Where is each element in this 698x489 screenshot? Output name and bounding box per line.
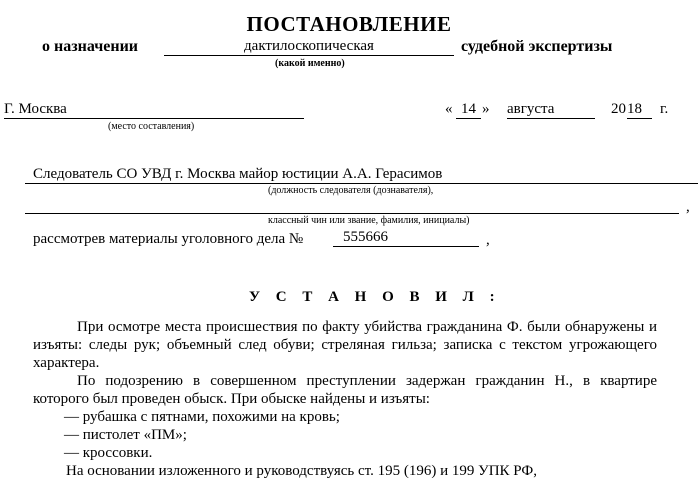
section-heading: У С Т А Н О В И Л :: [249, 289, 501, 305]
investigator-field[interactable]: Следователь СО УВД г. Москва майор юстиции А.А. Герасимов: [25, 166, 698, 184]
place-field[interactable]: Г. Москва: [4, 101, 304, 119]
case-comma: ,: [486, 232, 490, 248]
case-text: рассмотрев материалы уголовного дела №: [33, 231, 304, 247]
title-prefix: о назначении: [42, 38, 139, 55]
place-caption: (место составления): [108, 121, 195, 132]
list-item: — кроссовки.: [64, 445, 153, 461]
list-item: — пистолет «ПМ»;: [64, 427, 187, 443]
list-item: — рубашка с пятнами, похожими на кровь;: [64, 409, 340, 425]
paragraph-2-text: По подозрению в совершенном преступлении задержан гражданин Н., в квартире которого был проведен обыск. При обыске найдены и изъяты:: [33, 373, 657, 407]
expertise-type-field[interactable]: дактилоскопическая: [164, 38, 454, 56]
date-day-field[interactable]: 14: [456, 101, 481, 119]
date-year-field[interactable]: 18: [627, 101, 652, 119]
investigator-rank-comma: ,: [686, 199, 690, 215]
date-year-unit: г.: [660, 101, 669, 117]
paragraph-3: На основании изложенного и руководствуясь ст. 195 (196) и 199 УПК РФ,: [66, 463, 537, 479]
date-year-prefix: 20: [611, 101, 626, 117]
paragraph-1-text: При осмотре места происшествия по факту убийства гражданина Ф. были обнаружены и изъяты: следы рук; объемный след обуви; стреляная гильза; записка с текстом угрожающего характера.: [33, 319, 657, 371]
paragraph-2: [33, 372, 657, 408]
title-suffix: судебной экспертизы: [461, 38, 613, 55]
date-month-field[interactable]: августа: [507, 101, 595, 119]
investigator-caption: (должность следователя (дознавателя),: [268, 185, 434, 196]
date-quote-close: »: [482, 101, 490, 117]
expertise-type-caption: (какой именно): [275, 58, 345, 69]
paragraph-1: [33, 318, 657, 372]
investigator-rank-caption: классный чин или звание, фамилия, инициалы): [268, 215, 470, 226]
document-title: ПОСТАНОВЛЕНИЕ: [246, 12, 452, 36]
investigator-rank-field[interactable]: [25, 196, 679, 214]
case-number-field[interactable]: 555666: [333, 229, 479, 247]
date-quote-open: «: [445, 101, 453, 117]
